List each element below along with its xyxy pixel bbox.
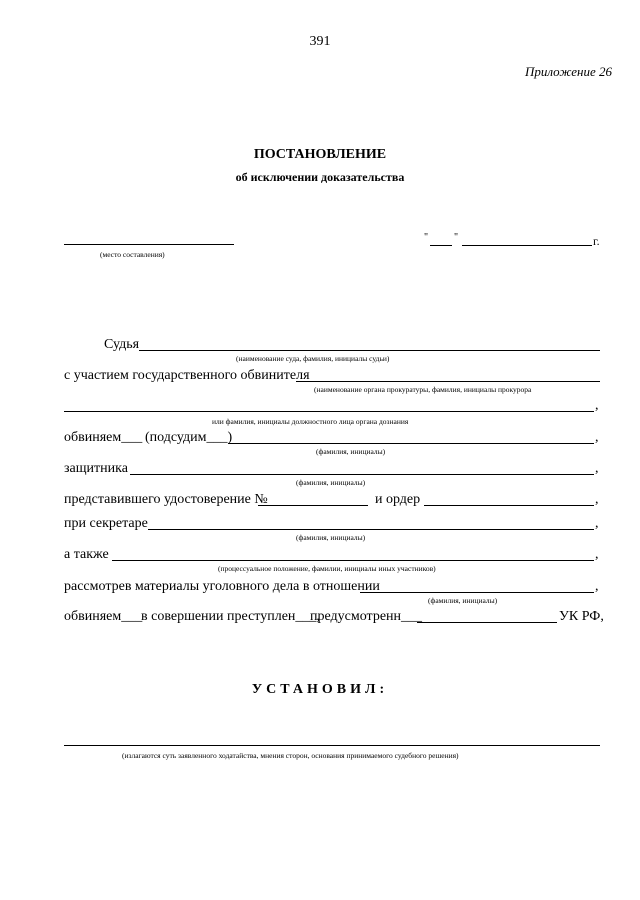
secretary-field-line xyxy=(148,529,594,530)
defender-note: (фамилия, инициалы) xyxy=(296,478,366,487)
accused-note: (фамилия, инициалы) xyxy=(316,447,386,456)
date-month-line xyxy=(462,245,592,246)
decision-note: (излагаются суть заявленного ходатайства, мнения сторон, основания принимаемого судебного решения) xyxy=(122,751,459,760)
materials-note: (фамилия, инициалы) xyxy=(428,596,498,605)
order-label: и ордер xyxy=(375,492,421,507)
page-number: 391 xyxy=(309,34,331,49)
date-quote-close: " xyxy=(454,232,459,243)
certificate-label: представившего удостоверение № xyxy=(64,492,268,507)
place-field-line xyxy=(64,244,234,245)
materials-field-line xyxy=(360,592,594,593)
prosecutor-note-1: (наименование органа прокуратуры, фамилия, инициалы прокурора xyxy=(314,385,532,394)
charge-accused-label: обвиняем___ xyxy=(64,609,143,624)
order-field-line xyxy=(424,505,594,506)
date-day-line xyxy=(430,245,452,246)
accused-field-line xyxy=(228,443,594,444)
decision-field-line xyxy=(64,745,600,746)
also-comma: , xyxy=(595,547,599,562)
also-label: а также xyxy=(64,547,109,562)
secretary-label: при секретаре xyxy=(64,516,148,531)
prosecutor-label: с участием государственного обвинителя xyxy=(64,368,310,383)
certificate-comma: , xyxy=(595,492,599,507)
prosecutor-comma: , xyxy=(595,398,599,413)
materials-comma: , xyxy=(595,579,599,594)
document-title: ПОСТАНОВЛЕНИЕ xyxy=(253,147,387,162)
appendix-label: Приложение 26 xyxy=(524,64,612,79)
accused-defendant-label: (подсудим___) xyxy=(145,430,233,445)
date-quote-open: " xyxy=(424,232,429,243)
materials-label: рассмотрев материалы уголовного дела в отношении xyxy=(64,579,380,594)
charge-code-suffix: УК РФ, xyxy=(559,609,604,624)
accused-comma: , xyxy=(595,430,599,445)
defender-field-line xyxy=(130,474,594,475)
also-field-line xyxy=(112,560,594,561)
date-year-suffix: г. xyxy=(593,234,600,248)
defender-label: защитника xyxy=(64,461,128,476)
charge-article-line xyxy=(417,622,557,623)
judge-field-line xyxy=(139,350,600,351)
secretary-note: (фамилия, инициалы) xyxy=(296,533,366,542)
accused-label: обвиняем___ xyxy=(64,430,143,445)
place-note: (место составления) xyxy=(100,250,165,259)
also-note: (процессуальное положение, фамилии, инициалы иных участников) xyxy=(218,564,436,573)
established-heading: УСТАНОВИЛ: xyxy=(251,682,389,697)
judge-note: (наименование суда, фамилия, инициалы судьи) xyxy=(236,354,390,363)
defender-comma: , xyxy=(595,461,599,476)
judge-label: Судья xyxy=(104,337,140,352)
document-subtitle: об исключении доказательства xyxy=(235,170,405,184)
prosecutor-field-line-2 xyxy=(64,411,594,412)
charge-crime-label: в совершении преступлен___, xyxy=(141,609,320,624)
prosecutor-field-line xyxy=(296,381,600,382)
certificate-number-line xyxy=(258,505,368,506)
charge-provided-label: предусмотренн___ xyxy=(310,609,423,624)
secretary-comma: , xyxy=(595,516,599,531)
prosecutor-note-2: или фамилия, инициалы должностного лица органа дознания xyxy=(212,417,409,426)
